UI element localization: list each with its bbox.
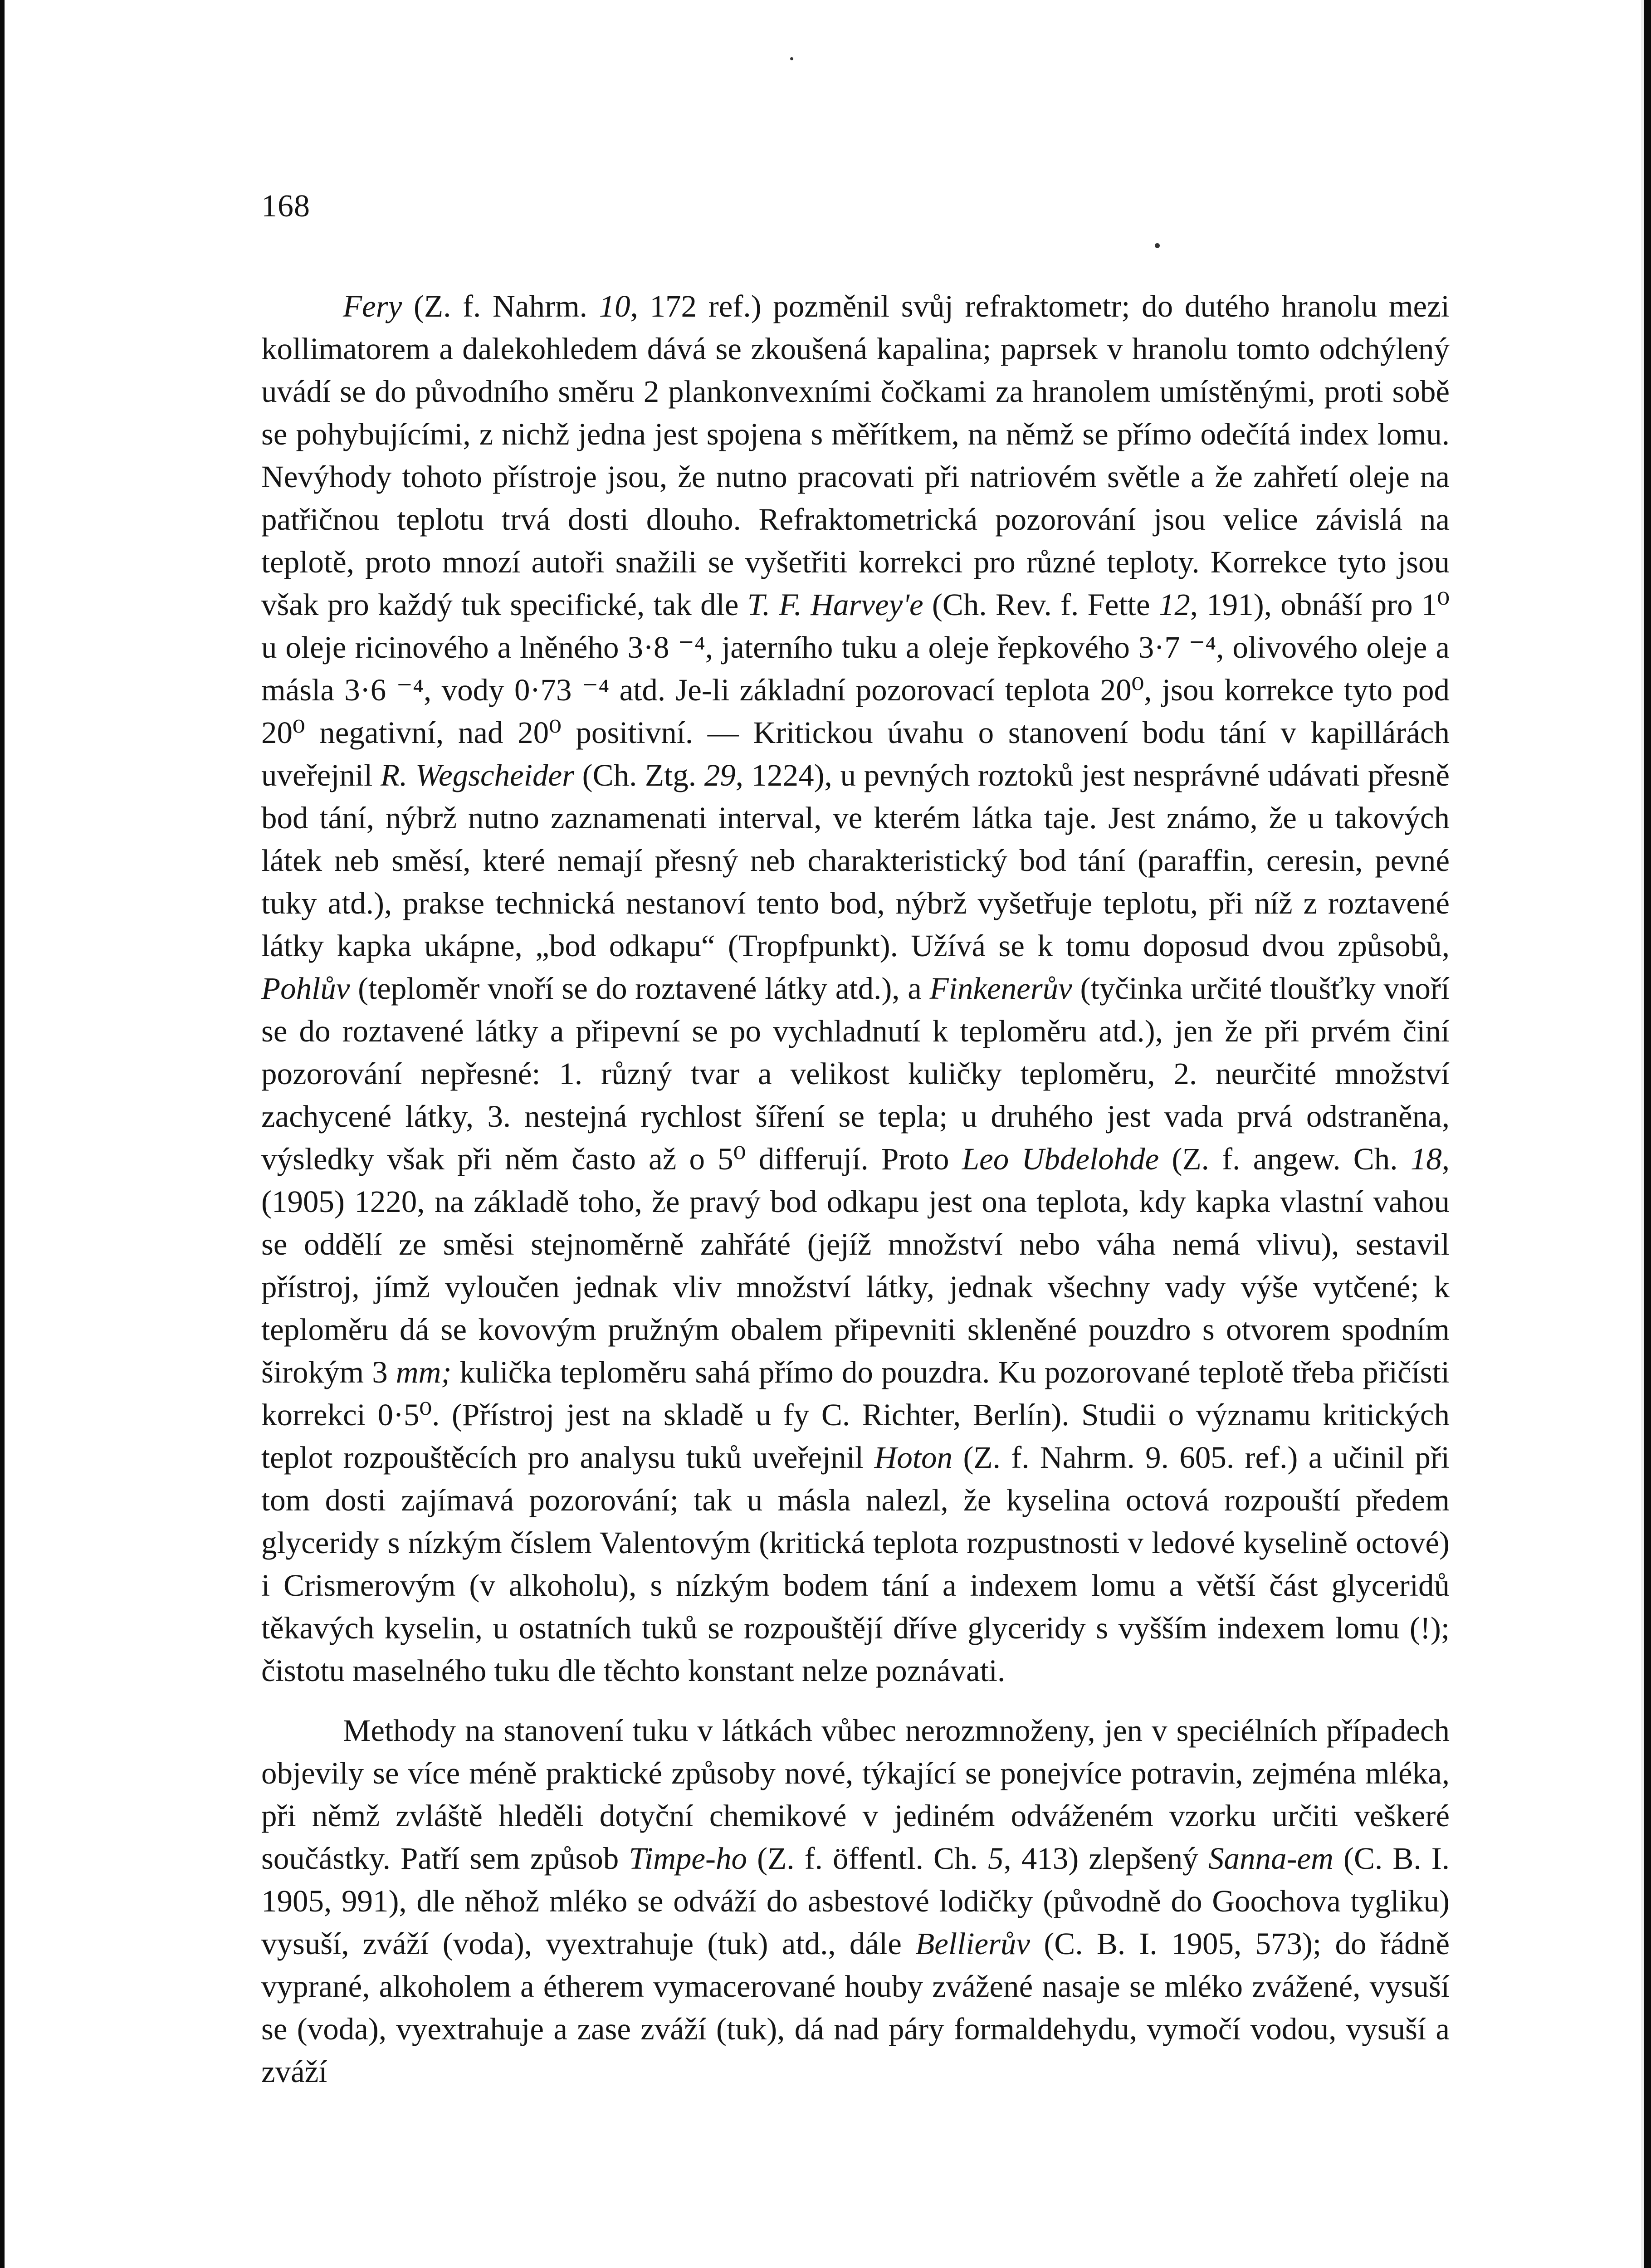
reference-italic: 12 (1158, 587, 1190, 622)
text-run: (Z. f. Nahrm. 9. 605. ref.) a učinil při tom dosti zajímavá pozorování; tak u másla nalezl, že kyselina octová rozpouští předem glyceridy s nízkým číslem Valentovým (kritická teplota rozpustnosti v ledové kyselině octové) i Crismerovým (v alkoholu), s nízkým bodem tání a indexem lomu a větší část glyceridů těkavých kyselin, u ostatních tuků se rozpouštějí dříve glyceridy s vyšším indexem lomu (!); čistotu maselného tuku dle těchto konstant nelze poznávati. (261, 1440, 1450, 1688)
reference-italic: Fery (343, 289, 402, 323)
reference-italic: T. F. Harvey'e (747, 587, 923, 622)
text-run: (Z. f. angew. Ch. (1159, 1142, 1411, 1176)
reference-italic: 29 (704, 758, 736, 792)
scan-speck (1155, 243, 1160, 248)
reference-italic: 5 (987, 1841, 1004, 1876)
text-run: , (1905) 1220, na základě toho, že pravý bod odkapu jest ona teplota, kdy kapka vlastní vahou se oddělí ze směsi stejnoměrně zahřáté (jejíž množství nebo váha nemá vlivu), sestavil přístroj, jímž vyloučen jednak vliv množství látky, jednak všechny vady výše vytčené; k teploměru dá se kovovým pružným obalem připevniti skleněné pouzdro s otvorem spodním širokým 3 (261, 1142, 1450, 1389)
text-run: , 413) zlepšený (1003, 1841, 1208, 1876)
text-run: (tyčinka určité tloušťky vnoří se do roztavené látky a připevní se po vychladnutí k teploměru atd.), jen že při prvém činí pozorování nepřesné: 1. různý tvar a velikost kuličky teploměru, 2. neurčité množství zachycené látky, 3. nestejná rychlost šíření se tepla; u druhého jest vada prvá odstraněna, výsledky však při něm často až o 5⁰ differují. Proto (261, 971, 1450, 1176)
reference-italic: 10 (599, 289, 630, 323)
text-run: (Z. f. Nahrm. (402, 289, 599, 323)
text-run: (C. B. I. 1905, 573); do řádně vyprané, alkoholem a étherem vymacerované houby zvážené nasaje se mléko zvážené, vysuší se (voda), vyextrahuje a zase zváží (tuk), dá nad páry formaldehydu, vymočí vodou, vysuší a zváží (261, 1926, 1450, 2089)
reference-italic: Bellierův (915, 1926, 1031, 1961)
scan-edge-left (0, 0, 5, 2268)
reference-italic: Pohlův (261, 971, 350, 1006)
paragraph-2 (261, 1709, 1450, 2093)
text-run: Methody na stanovení tuku v látkách vůbec nerozmnoženy, jen v speciélních případech objevily se více méně praktické způsoby nové, týkající se ponejvíce potravin, zejména mléka, při němž zvláště hleděli dotyční chemikové v jediném odváženém vzorku určiti veškeré součástky. Patří sem způsob (261, 1713, 1450, 1876)
text-run: (teploměr vnoří se do roztavené látky atd.), a (350, 971, 930, 1006)
reference-italic: mm; (396, 1355, 452, 1389)
page-number: 168 (261, 189, 310, 224)
text-run: (Ch. Ztg. (574, 758, 704, 792)
scan-edge-right (1644, 0, 1651, 2268)
body-text (261, 285, 1450, 2093)
reference-italic: Finkenerův (929, 971, 1072, 1006)
reference-italic: Sanna-em (1208, 1841, 1334, 1876)
reference-italic: R. Wegscheider (380, 758, 574, 792)
text-run: , 191), obnáší pro 1⁰ u oleje ricinového a lněného 3·8 ⁻⁴, jaterního tuku a oleje řepkového 3·7 ⁻⁴, olivového oleje a másla 3·6 ⁻⁴, vody 0·73 ⁻⁴ atd. Je-li základní pozorovací teplota 20⁰, jsou korrekce tyto pod 20⁰ negativní, nad 20⁰ positivní. — Kritickou úvahu o stanovení bodu tání v kapillárách uveřejnil (261, 587, 1450, 792)
scan-speck (790, 57, 793, 60)
text-run: kulička teploměru sahá přímo do pouzdra. Ku pozorované teplotě třeba přičísti korrekci 0·5⁰. (Přístroj jest na skladě u fy C. Richter, Berlín). Studii o významu kritických teplot rozpouštěcích pro analysu tuků uveřejnil (261, 1355, 1450, 1475)
paragraph-1 (261, 285, 1450, 1692)
reference-italic: Timpe-ho (629, 1841, 747, 1876)
reference-italic: Leo Ubdelohde (962, 1142, 1159, 1176)
reference-italic: 18 (1410, 1142, 1442, 1176)
text-run: (C. B. I. 1905, 991), dle něhož mléko se odváží do asbestové lodičky (původně do Goochova tygliku) vysuší, zváží (voda), vyextrahuje (tuk) atd., dále (261, 1841, 1450, 1961)
reference-italic: Hoton (874, 1440, 953, 1475)
text-run: , 1224), u pevných roztoků jest nesprávné udávati přesně bod tání, nýbrž nutno zaznamenati interval, ve kterém látka taje. Jest známo, že u takových látek neb směsí, které nemají přesný neb charakteristický bod tání (paraffin, ceresin, pevné tuky atd.), prakse technická nestanoví tento bod, nýbrž vyšetřuje teplotu, při níž z roztavené látky kapka ukápne, „bod odkapu“ (Tropfpunkt). Užívá se k tomu doposud dvou způsobů, (261, 758, 1450, 963)
text-run: , 172 ref.) pozměnil svůj refraktometr; do dutého hranolu mezi kollimatorem a dalekohledem dává se zkoušená kapalina; paprsek v hranolu tomto odchýlený uvádí se do původního směru 2 plankonvexními čočkami za hranolem umístěnými, proti sobě se pohybujícími, z nichž jedna jest spojena s měřítkem, na němž se přímo odečítá index lomu. Nevýhody tohoto přístroje jsou, že nutno pracovati při natriovém světle a že zahřetí oleje na patřičnou teplotu trvá dosti dlouho. Refraktometrická pozorování jsou velice závislá na teplotě, proto mnozí autoři snažili se vyšetřiti korrekci pro různé teploty. Korrekce tyto jsou však pro každý tuk specifické, tak dle (261, 289, 1450, 622)
text-run: (Z. f. öffentl. Ch. (747, 1841, 988, 1876)
text-run: (Ch. Rev. f. Fette (923, 587, 1159, 622)
